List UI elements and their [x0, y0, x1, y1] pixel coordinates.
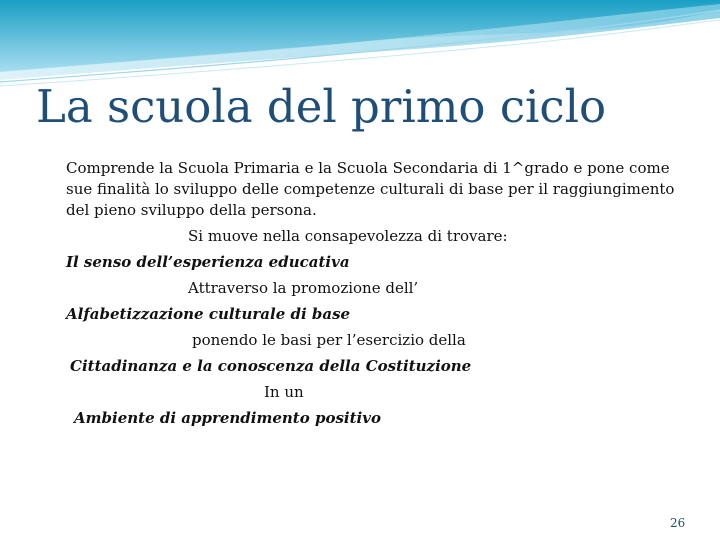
text-line-in-a: In un: [264, 383, 304, 401]
decorative-wave-header: [0, 0, 720, 90]
slide-body: [66, 158, 696, 221]
text-line-citizenship: Cittadinanza e la conoscenza della Costituzione: [70, 357, 472, 375]
text-line-cultural-literacy: Alfabetizzazione culturale di base: [66, 305, 351, 323]
text-line-learning-environment: Ambiente di apprendimento positivo: [74, 409, 381, 427]
text-line-educational-experience: Il senso dell’esperienza educativa: [66, 253, 350, 271]
text-line-through-promotion: Attraverso la promozione dell’: [188, 279, 419, 297]
text-line-awareness: Si muove nella consapevolezza di trovare:: [188, 227, 508, 245]
slide-title: La scuola del primo ciclo: [36, 80, 607, 133]
text-line-laying-foundations: ponendo le basi per l’esercizio della: [192, 331, 466, 349]
page-number: 26: [670, 516, 686, 530]
intro-paragraph: Comprende la Scuola Primaria e la Scuola Secondaria di 1^grado e pone come sue finalità lo sviluppo delle competenze culturali di base per il raggiungimento del pieno sviluppo della persona.: [66, 159, 675, 219]
